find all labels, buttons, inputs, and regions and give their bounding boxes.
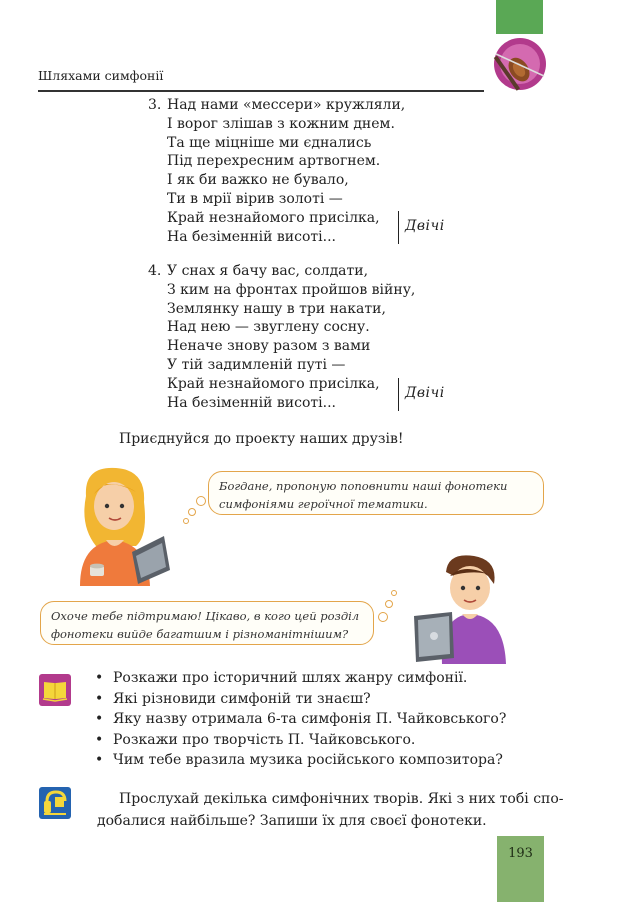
girl-with-laptop-illustration	[66, 466, 176, 586]
list-item	[95, 709, 506, 730]
thought-dot	[196, 496, 206, 506]
bullet: •	[95, 752, 104, 769]
verse-line: На безіменній висоті...	[167, 228, 336, 245]
repeat-mark: Двічі	[405, 218, 445, 234]
verse-line: Край незнайомого присілка,	[167, 209, 380, 226]
task-line: добалися найбільше? Запиши їх для своєї фонотеки.	[97, 813, 487, 829]
verse-line: Під перехресним артвогнем.	[167, 153, 381, 170]
girl-speech-bubble	[208, 471, 544, 515]
bullet: •	[95, 690, 104, 707]
verse-line: І як би важко не бувало,	[167, 172, 349, 189]
running-header: Шляхами симфонії	[38, 68, 164, 83]
project-invite-text: Приєднуйся до проекту наших друзів!	[119, 431, 404, 447]
thought-dot	[378, 612, 388, 622]
page-number: 193	[508, 846, 533, 861]
bullet: •	[95, 711, 104, 728]
repeat-bracket	[398, 211, 399, 244]
question-text: Яку назву отримала 6-та симфонія П. Чайковського?	[113, 711, 507, 728]
question-text: Які різновиди симфоній ти знаєш?	[113, 690, 371, 707]
verse-line: І ворог злішав з кожним днем.	[167, 115, 395, 132]
verse-line: У тій задимленій путі —	[167, 356, 346, 373]
verse-number: 3.	[148, 97, 162, 113]
bullet: •	[95, 731, 104, 748]
repeat-bracket	[398, 378, 399, 411]
speech-line: симфоніями героїчної тематики.	[219, 497, 428, 511]
list-item	[95, 689, 506, 710]
boy-with-laptop-illustration	[408, 554, 520, 664]
verse-number: 4.	[148, 263, 162, 279]
list-item	[95, 730, 506, 751]
green-corner-tab	[496, 0, 543, 34]
thought-dot	[188, 508, 196, 516]
verse-line: Неначе знову разом з вами	[167, 338, 371, 355]
verse-line: З ким на фронтах пройшов війну,	[167, 281, 416, 298]
speech-line: фонотеки вийде багатшим і різноманітнішим?	[51, 627, 349, 641]
verse-line: Край незнайомого присілка,	[167, 375, 380, 392]
verse-line: Та ще міцніше ми єднались	[167, 134, 372, 151]
verse-line: Землянку нашу в три накати,	[167, 300, 386, 317]
headphones-listen-icon	[39, 787, 71, 819]
thought-dot	[183, 518, 189, 524]
verse-line: На безіменній висоті...	[167, 394, 336, 411]
open-book-icon	[39, 674, 71, 706]
header-rule	[38, 90, 484, 92]
violin-emblem-icon	[492, 36, 548, 92]
verse-line: Над нею — звуглену сосну.	[167, 319, 370, 336]
question-text: Розкажи про історичний шлях жанру симфонії.	[113, 670, 468, 686]
speech-line: Охоче тебе підтримаю! Цікаво, в кого цей розділ	[51, 609, 360, 623]
repeat-mark: Двічі	[405, 385, 445, 401]
verse-line: У снах я бачу вас, солдати,	[167, 263, 369, 279]
listening-task	[97, 788, 564, 829]
question-text: Розкажи про творчість П. Чайковського.	[113, 731, 416, 748]
list-item	[95, 750, 506, 771]
thought-dot	[385, 600, 393, 608]
task-line: Прослухай декілька симфонічних творів. Які з них тобі спо-	[119, 791, 564, 807]
boy-speech-bubble	[40, 601, 374, 645]
question-text: Чим тебе вразила музика російського композитора?	[113, 752, 503, 769]
verse-line: Ти в мрії вірив золоті —	[167, 190, 343, 207]
list-item	[95, 668, 506, 689]
speech-line: Богдане, пропоную поповнити наші фонотеки	[219, 479, 508, 493]
verse-line: Над нами «мессери» кружляли,	[167, 97, 406, 113]
bullet: •	[95, 670, 104, 686]
questions-list	[95, 668, 506, 771]
thought-dot	[391, 590, 397, 596]
